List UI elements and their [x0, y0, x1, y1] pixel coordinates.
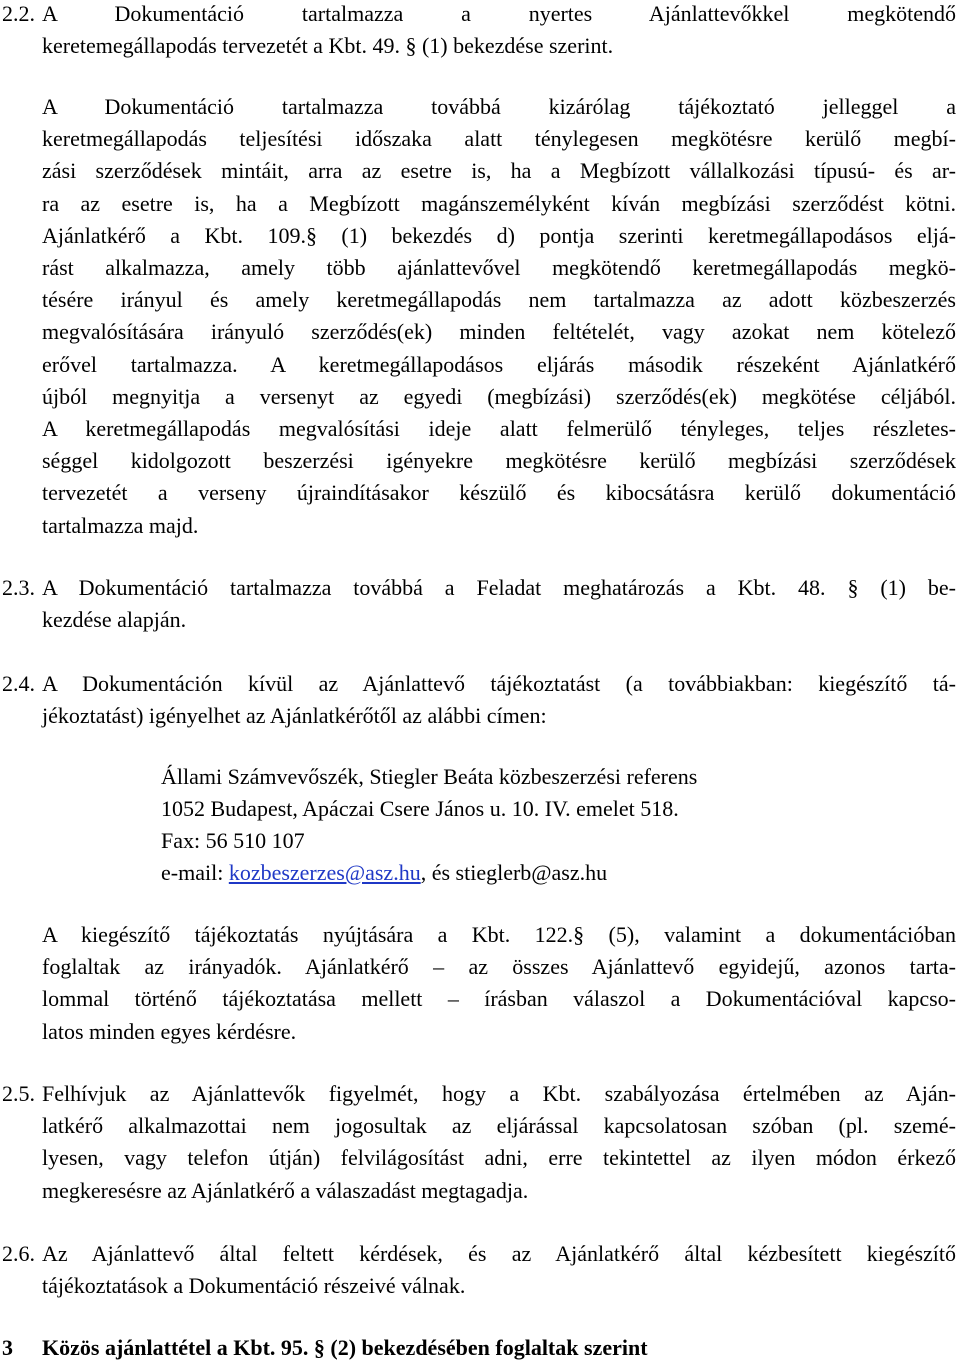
- address-line-1: Állami Számvevőszék, Stiegler Beáta közbeszerzési referens: [161, 764, 698, 789]
- section-2-2-paragraph-1: [42, 0, 956, 62]
- section-number: 2.4.: [2, 671, 35, 696]
- section-number: 2.3.: [2, 575, 35, 600]
- text-line: tartalmazza majd.: [42, 512, 199, 538]
- text-line: A Dokumentáció tartalmazza továbbá a Feladat meghatározás a Kbt. 48. § (1) be-: [42, 575, 956, 600]
- text-line: megvalósítására irányuló szerződés(ek) minden feltételét, vagy azokat nem kötelező: [42, 319, 956, 345]
- text-line: A kiegészítő tájékoztatás nyújtására a Kbt. 122.§ (5), valamint a dokumentációban: [42, 922, 956, 947]
- text-line: Felhívjuk az Ajánlattevők figyelmét, hogy a Kbt. szabályozása értelmében az Aján-: [42, 1081, 956, 1106]
- text-line: lyesen, vagy telefon útján) felvilágosítást adni, erre tekintettel az ilyen módon érkező: [42, 1145, 956, 1171]
- section-title: Közös ajánlattétel a Kbt. 95. § (2) bekezdésében foglaltak szerint: [42, 1335, 648, 1360]
- text-line: latos minden egyes kérdésre.: [42, 1018, 297, 1044]
- section-number: 2.6.: [2, 1241, 35, 1266]
- text-line: újból megnyitja a versenyt az egyedi (megbízási) szerződés(ek) megkötése céljából.: [42, 383, 956, 409]
- text-line: keretemegállapodás tervezetét a Kbt. 49. § (1) bekezdése szerint.: [42, 33, 614, 59]
- email-line: [161, 857, 607, 889]
- text-line: foglaltak az irányadók. Ajánlatkérő – az összes Ajánlattevő egyidejű, azonos tarta-: [42, 954, 956, 980]
- text-line: tervezetét a verseny újraindításakor készülő és kibocsátásra kerülő dokumentáció: [42, 480, 956, 506]
- text-line: Az Ajánlattevő által feltett kérdések, és az Ajánlatkérő által kézbesített kiegészítő: [42, 1241, 956, 1266]
- text-line: jékoztatást) igényelhet az Ajánlatkérőtől az alábbi címen:: [42, 703, 547, 729]
- text-line: keretmegállapodás teljesítési időszaka alatt ténylegesen megkötésre kerülő megbí-: [42, 126, 956, 152]
- text-line: zási szerződések mintáit, arra az esetre is, ha a Megbízott vállalkozási típusú- és ar-: [42, 158, 956, 184]
- text-line: ra az esetre is, ha a Megbízott magánszemélyként kíván megbízási szerződést kötni.: [42, 190, 956, 216]
- text-line: A Dokumentáció tartalmazza továbbá kizárólag tájékoztató jelleggel a: [42, 94, 956, 119]
- text-line: megkeresésre az Ajánlatkérő a válaszadást megtagadja.: [42, 1177, 529, 1203]
- text-line: kezdése alapján.: [42, 607, 187, 633]
- text-line: tésére irányul és amely keretmegállapodás nem tartalmazza az adott közbeszerzés: [42, 287, 956, 313]
- text-line: tájékoztatások a Dokumentáció részeivé válnak.: [42, 1273, 466, 1299]
- section-number: 3: [2, 1335, 13, 1360]
- text-line: séggel kidolgozott beszerzési igényekre megkötésre kerülő megbízási szerződések: [42, 448, 956, 474]
- address-line-2: 1052 Budapest, Apáczai Csere János u. 10. IV. emelet 518.: [161, 796, 679, 821]
- text-line: A Dokumentáció tartalmazza a nyertes Ajánlattevőkkel megkötendő: [42, 1, 956, 26]
- text-line: lommal történő tájékoztatása mellett – írásban válaszol a Dokumentációval kapcso-: [42, 986, 956, 1012]
- text-line: erővel tartalmazza. A keretmegállapodásos eljárás második részeként Ajánlatkérő: [42, 351, 956, 377]
- email-label: e-mail:: [161, 860, 229, 885]
- email-suffix: , és stieglerb@asz.hu: [420, 860, 608, 885]
- text-line: A keretmegállapodás megvalósítási ideje alatt felmerülő tényleges, teljes részletes-: [42, 416, 956, 442]
- text-line: latkérő alkalmazottai nem jogosultak az eljárással kapcsolatosan szóban (pl. szemé-: [42, 1113, 956, 1139]
- email-link[interactable]: kozbeszerzes@asz.hu: [228, 860, 421, 885]
- text-line: A Dokumentáción kívül az Ajánlattevő tájékoztatást (a továbbiakban: kiegészítő tá-: [42, 671, 956, 696]
- section-number: 2.5.: [2, 1081, 35, 1106]
- fax-line: Fax: 56 510 107: [161, 828, 305, 853]
- text-line: Ajánlatkérő a Kbt. 109.§ (1) bekezdés d) pontja szerinti keretmegállapodásos eljá-: [42, 222, 956, 248]
- text-line: rást alkalmazza, amely több ajánlattevővel megkötendő keretmegállapodás megkö-: [42, 255, 956, 281]
- section-number: 2.2.: [2, 1, 35, 26]
